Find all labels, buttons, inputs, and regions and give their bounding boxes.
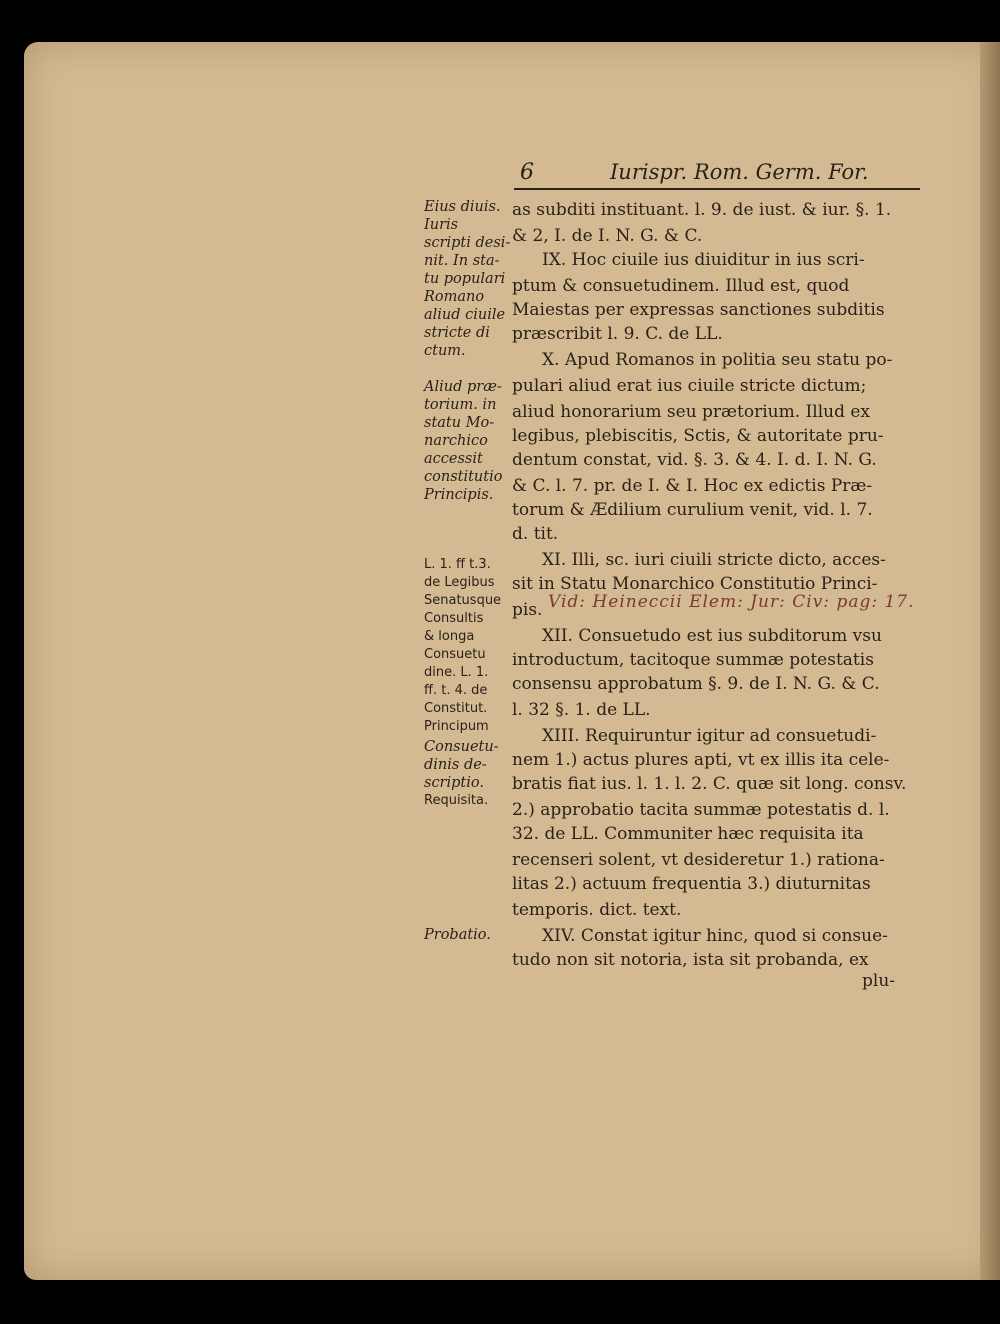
margin-note-line: scriptio. (424, 775, 484, 791)
body-line: torum & Ædilium curulium venit, vid. l. 7. (512, 500, 873, 520)
body-line: Maiestas per expressas sanctiones subditis (512, 300, 885, 320)
body-line: pis. (512, 600, 543, 620)
body-line: XI. Illi, sc. iuri ciuili stricte dicto, acces- (542, 550, 886, 570)
body-line: 2.) approbatio tacita summæ potestatis d. l. (512, 800, 890, 820)
body-line: consensu approbatum §. 9. de I. N. G. & C. (512, 674, 880, 694)
margin-note-line: Requisita. (424, 793, 489, 808)
body-line: nem 1.) actus plures apti, vt ex illis ita cele- (512, 750, 890, 770)
margin-note-line: ff. t. 4. de (424, 683, 488, 698)
body-line: X. Apud Romanos in politia seu statu po- (542, 350, 893, 370)
body-line: XIV. Constat igitur hinc, quod si consue- (542, 926, 888, 946)
body-line: XII. Consuetudo est ius subditorum vsu (542, 626, 882, 646)
body-line: recenseri solent, vt desideretur 1.) rationa- (512, 850, 885, 870)
margin-note-line: Eius diuis. (424, 199, 501, 215)
margin-note-line: & longa (424, 629, 475, 644)
margin-note-line: scripti desi- (424, 235, 511, 251)
body-line: as subditi instituant. l. 9. de iust. & iur. §. 1. (512, 200, 892, 220)
margin-note-line: aliud ciuile (424, 307, 506, 323)
margin-note-line: nit. In sta- (424, 253, 500, 269)
body-line: dentum constat, vid. §. 3. & 4. I. d. I. N. G. (512, 450, 877, 470)
running-head: Iurispr. Rom. Germ. For. (610, 160, 869, 184)
page-spine (980, 42, 1000, 1280)
body-line: IX. Hoc ciuile ius diuiditur in ius scri- (542, 250, 865, 270)
margin-note-line: Constitut. (424, 701, 488, 716)
body-line: & 2, I. de I. N. G. & C. (512, 226, 703, 246)
margin-note-line: stricte di (424, 325, 490, 341)
margin-note-line: Principis. (424, 487, 494, 503)
margin-note-line: dinis de- (424, 757, 487, 773)
margin-note-line: L. 1. ff t.3. (424, 557, 491, 572)
page-number: 6 (520, 160, 534, 185)
catchword: plu- (862, 971, 896, 991)
body-line: introductum, tacitoque summæ potestatis (512, 650, 874, 670)
body-line: sit in Statu Monarchico Constitutio Princi- (512, 574, 878, 594)
body-line: tudo non sit notoria, ista sit probanda, ex (512, 950, 869, 970)
body-line: temporis. dict. text. (512, 900, 682, 920)
body-line: litas 2.) actuum frequentia 3.) diuturnitas (512, 874, 871, 894)
margin-note-line: Consuetu (424, 647, 486, 662)
margin-note-line: Consuetu- (424, 739, 499, 755)
body-line: & C. l. 7. pr. de I. & I. Hoc ex edictis Præ- (512, 476, 873, 496)
margin-note-line: tu populari (424, 271, 506, 287)
margin-note-line: de Legibus (424, 575, 495, 590)
body-line: bratis fiat ius. l. 1. l. 2. C. quæ sit long. consv. (512, 774, 907, 794)
margin-note-line: Principum (424, 719, 489, 734)
body-line: pulari aliud erat ius ciuile stricte dictum; (512, 376, 867, 396)
margin-note-line: torium. in (424, 397, 497, 413)
margin-note-line: Aliud præ- (424, 379, 502, 395)
body-line: legibus, plebiscitis, Sctis, & autoritate pru- (512, 426, 884, 446)
margin-note-line: narchico (424, 433, 488, 449)
margin-note-line: constitutio (424, 469, 503, 485)
margin-note-line: accessit (424, 451, 483, 467)
handwritten-note: Vid: Heineccii Elem: Jur: Civ: pag: 17. (548, 592, 915, 612)
margin-note-line: Senatusque (424, 593, 502, 608)
body-line: l. 32 §. 1. de LL. (512, 700, 651, 720)
body-line: d. tit. (512, 524, 559, 544)
body-line: 32. de LL. Communiter hæc requisita ita (512, 824, 864, 844)
margin-note-line: Iuris (424, 217, 459, 233)
margin-note-line: dine. L. 1. (424, 665, 489, 680)
margin-note-line: ctum. (424, 343, 466, 359)
margin-note-line: Probatio. (424, 927, 491, 943)
margin-note-line: statu Mo- (424, 415, 495, 431)
margin-note-line: Consultis (424, 611, 484, 626)
body-line: XIII. Requiruntur igitur ad consuetudi- (542, 726, 877, 746)
margin-note-line: Romano (424, 289, 485, 305)
body-line: præscribit l. 9. C. de LL. (512, 324, 723, 344)
body-line: ptum & consuetudinem. Illud est, quod (512, 276, 850, 296)
page-header (520, 160, 920, 188)
header-rule (514, 188, 920, 190)
body-line: aliud honorarium seu prætorium. Illud ex (512, 402, 871, 422)
